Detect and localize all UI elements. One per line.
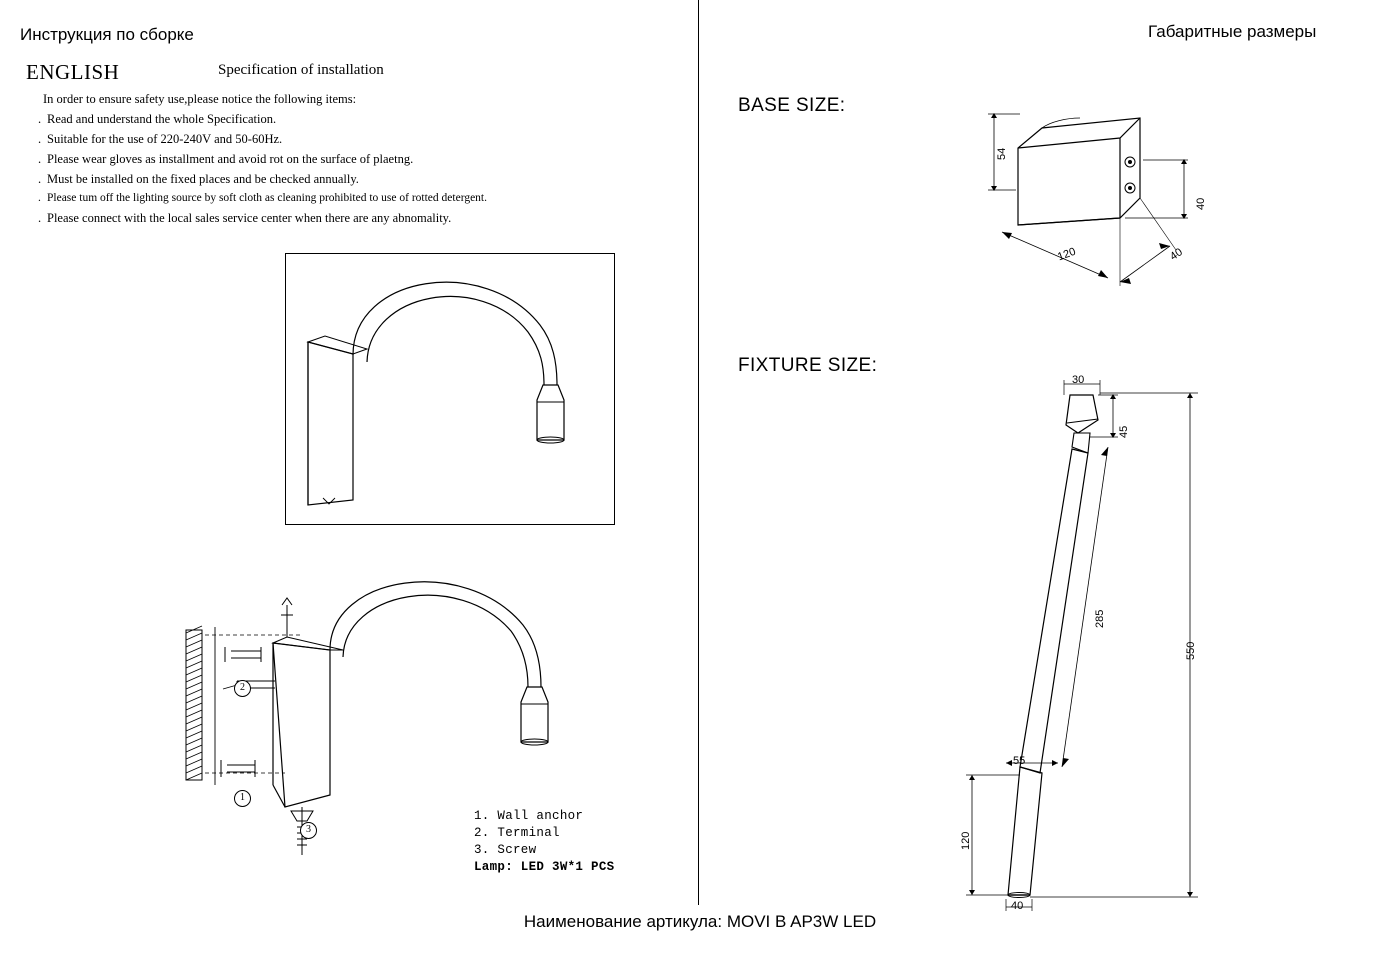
bullet-icon: . xyxy=(38,211,42,225)
article-caption: Наименование артикула: MOVI B AP3W LED xyxy=(523,912,877,931)
fixture-dim-head-width: 30 xyxy=(1072,374,1085,386)
instruction-item xyxy=(38,152,638,167)
bullet-icon: . xyxy=(38,172,42,186)
callout-3: 3 xyxy=(300,822,317,839)
base-dim-height: 54 xyxy=(996,147,1008,160)
instruction-text: Suitable for the use of 220-240V and 50-60Hz. xyxy=(47,132,283,146)
instruction-text: Please connect with the local sales service center when there are any abnomality. xyxy=(47,211,452,225)
instruction-text: Please tum off the lighting source by soft cloth as cleaning prohibited to use of rotted detergent. xyxy=(47,192,487,204)
fixture-dim-base-height: 120 xyxy=(960,831,972,850)
bullet-icon: . xyxy=(38,152,42,166)
instructions-lead: In order to ensure safety use,please notice the following items: xyxy=(43,92,357,106)
legend-item: 2. Terminal xyxy=(474,826,560,840)
base-dim-depth-bottom: 40 xyxy=(1168,246,1185,263)
instruction-text: Must be installed on the fixed places and be checked annually. xyxy=(47,172,359,186)
fixture-dim-base-width: 40 xyxy=(1011,900,1024,912)
fixture-dim-head-height: 45 xyxy=(1118,425,1130,438)
fixture-size-label: FIXTURE SIZE: xyxy=(738,355,878,376)
base-isometric-drawing xyxy=(980,100,1230,300)
parts-legend xyxy=(474,808,614,876)
callout-1: 1 xyxy=(234,790,251,807)
bullet-icon: . xyxy=(38,192,41,204)
english-instructions xyxy=(38,92,638,231)
instruction-item xyxy=(38,172,638,187)
english-heading: ENGLISH xyxy=(26,60,120,84)
base-size-label: BASE SIZE: xyxy=(738,95,846,116)
bullet-icon: . xyxy=(38,132,42,146)
instruction-item xyxy=(38,112,638,127)
legend-item: 1. Wall anchor xyxy=(474,809,584,823)
product-front-view xyxy=(285,250,615,530)
bullet-icon: . xyxy=(38,112,42,126)
fixture-dim-offset: 55 xyxy=(1013,755,1026,767)
fixture-dim-total-height: 550 xyxy=(1185,641,1197,660)
instruction-item xyxy=(38,132,638,147)
base-dim-depth-right: 40 xyxy=(1195,197,1207,210)
english-subheading: Specification of installation xyxy=(218,62,384,78)
base-dim-length: 120 xyxy=(1056,245,1078,264)
callout-2: 2 xyxy=(234,680,251,697)
instruction-item xyxy=(38,211,638,226)
vertical-divider xyxy=(698,0,699,905)
instruction-text: Please wear gloves as installment and avoid rot on the surface of plaetng. xyxy=(47,152,414,166)
fixture-dim-arm-length: 285 xyxy=(1094,609,1106,628)
legend-lamp: Lamp: LED 3W*1 PCS xyxy=(474,860,615,874)
legend-item: 3. Screw xyxy=(474,843,537,857)
right-panel-title: Габаритные размеры xyxy=(1148,22,1317,41)
instruction-item xyxy=(38,192,638,204)
instruction-text: Read and understand the whole Specification. xyxy=(47,112,277,126)
left-panel-title: Инструкция по сборке xyxy=(20,25,194,44)
